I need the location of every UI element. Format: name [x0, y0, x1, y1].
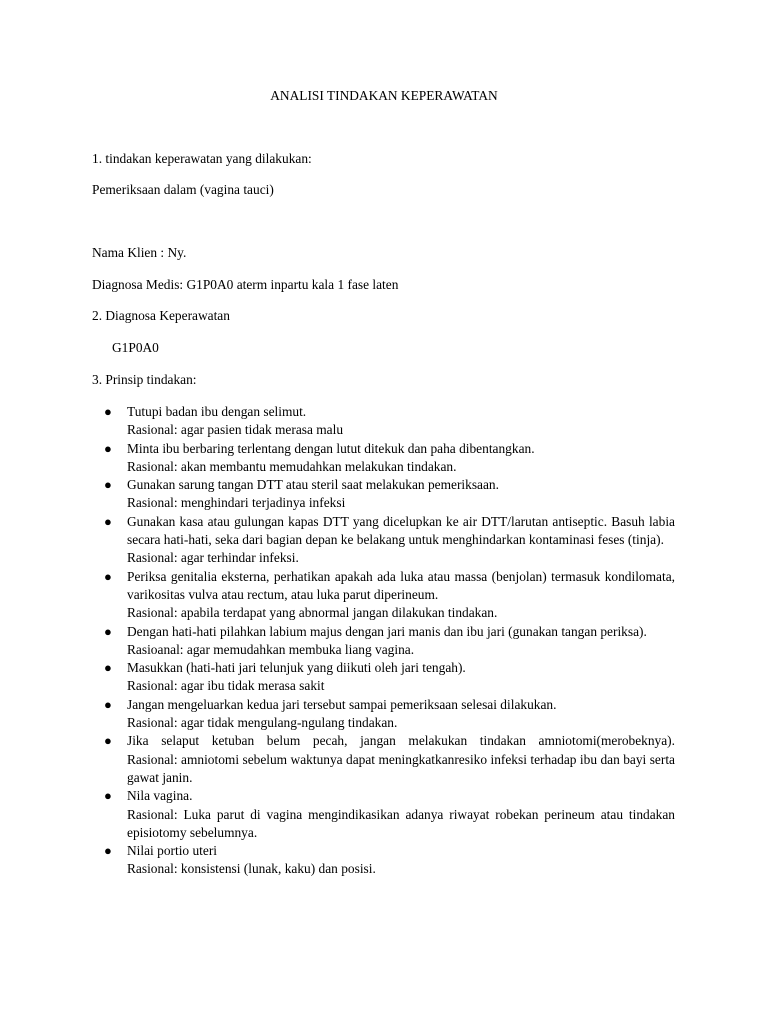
list-item — [92, 403, 675, 440]
list-item-rationale: Rasional: konsistensi (lunak, kaku) dan posisi. — [127, 861, 376, 877]
list-item — [92, 568, 675, 623]
principles-list — [92, 403, 675, 879]
list-item — [92, 659, 675, 696]
list-item-text: Jika selaput ketuban belum pecah, jangan melakukan tindakan amniotomi(merobeknya). — [127, 733, 675, 749]
list-item-rationale: Rasional: amniotomi sebelum waktunya dapat meningkatkanresiko infeksi terhadap ibu dan bayi serta gawat janin. — [127, 751, 675, 785]
list-item — [92, 732, 675, 787]
bullet-icon: ● — [104, 660, 112, 676]
list-item — [92, 787, 675, 842]
bullet-icon: ● — [104, 513, 112, 529]
list-item-text: Minta ibu berbaring terlentang dengan lutut ditekuk dan paha dibentangkan. — [127, 440, 535, 456]
bullet-icon: ● — [104, 440, 112, 456]
section1-heading: 1. tindakan keperawatan yang dilakukan: — [92, 151, 312, 166]
list-item — [92, 623, 675, 660]
list-item-text: Periksa genitalia eksterna, perhatikan apakah ada luka atau massa (benjolan) termasuk kondilomata, varikositas vulva atau rectum, atau luka parut diperineum. — [127, 568, 675, 602]
list-item-rationale: Rasional: akan membantu memudahkan melakukan tindakan. — [127, 458, 457, 474]
section2-heading: 2. Diagnosa Keperawatan — [92, 308, 230, 323]
list-item — [92, 476, 675, 513]
bullet-icon: ● — [104, 788, 112, 804]
bullet-icon: ● — [104, 623, 112, 639]
bullet-icon: ● — [104, 696, 112, 712]
section2-value: G1P0A0 — [112, 340, 159, 355]
bullet-icon: ● — [104, 404, 112, 419]
list-item-text: Tutupi badan ibu dengan selimut. — [127, 404, 307, 419]
section3-heading: 3. Prinsip tindakan: — [92, 372, 197, 387]
list-item-rationale: Rasional: agar ibu tidak merasa sakit — [127, 678, 325, 694]
bullet-icon: ● — [104, 733, 112, 749]
section1-value: Pemeriksaan dalam (vagina tauci) — [92, 182, 274, 197]
bullet-icon: ● — [104, 843, 112, 859]
list-item-text: Gunakan sarung tangan DTT atau steril saat melakukan pemeriksaan. — [127, 477, 499, 493]
client-name: Nama Klien : Ny. — [92, 245, 187, 260]
list-item — [92, 842, 675, 879]
list-item-rationale: Rasional: Luka parut di vagina mengindikasikan adanya riwayat robekan perineum atau tindakan episiotomy sebelumnya. — [127, 806, 675, 840]
list-item-text: Jangan mengeluarkan kedua jari tersebut sampai pemeriksaan selesai dilakukan. — [127, 696, 557, 712]
list-item — [92, 513, 675, 568]
list-item — [92, 440, 675, 477]
document-title: ANALISI TINDAKAN KEPERAWATAN — [270, 88, 498, 103]
list-item-rationale: Rasioanal: agar memudahkan membuka liang vagina. — [127, 641, 415, 657]
medical-diagnosis: Diagnosa Medis: G1P0A0 aterm inpartu kala 1 fase laten — [92, 277, 399, 292]
list-item-text: Dengan hati-hati pilahkan labium majus dengan jari manis dan ibu jari (gunakan tangan periksa). — [127, 623, 647, 639]
list-item-rationale: Rasional: agar tidak mengulang-ngulang tindakan. — [127, 715, 398, 731]
list-item-rationale: Rasional: menghindari terjadinya infeksi — [127, 495, 346, 511]
bullet-icon: ● — [104, 477, 112, 493]
list-item-rationale: Rasional: apabila terdapat yang abnormal jangan dilakukan tindakan. — [127, 605, 498, 621]
list-item-rationale: Rasional: agar terhindar infeksi. — [127, 550, 299, 566]
bullet-icon: ● — [104, 568, 112, 584]
list-item-text: Nilai portio uteri — [127, 843, 217, 859]
list-item — [92, 696, 675, 733]
list-item-text: Nila vagina. — [127, 788, 193, 804]
list-item-text: Masukkan (hati-hati jari telunjuk yang diikuti oleh jari tengah). — [127, 660, 466, 676]
list-item-text: Gunakan kasa atau gulungan kapas DTT yang dicelupkan ke air DTT/larutan antiseptic. Basuh labia secara hati-hati, seka dari bagian depan ke belakang untuk menghindarkan kontaminasi feses (tinja). — [127, 513, 675, 548]
list-item-rationale: Rasional: agar pasien tidak merasa malu — [127, 422, 344, 438]
